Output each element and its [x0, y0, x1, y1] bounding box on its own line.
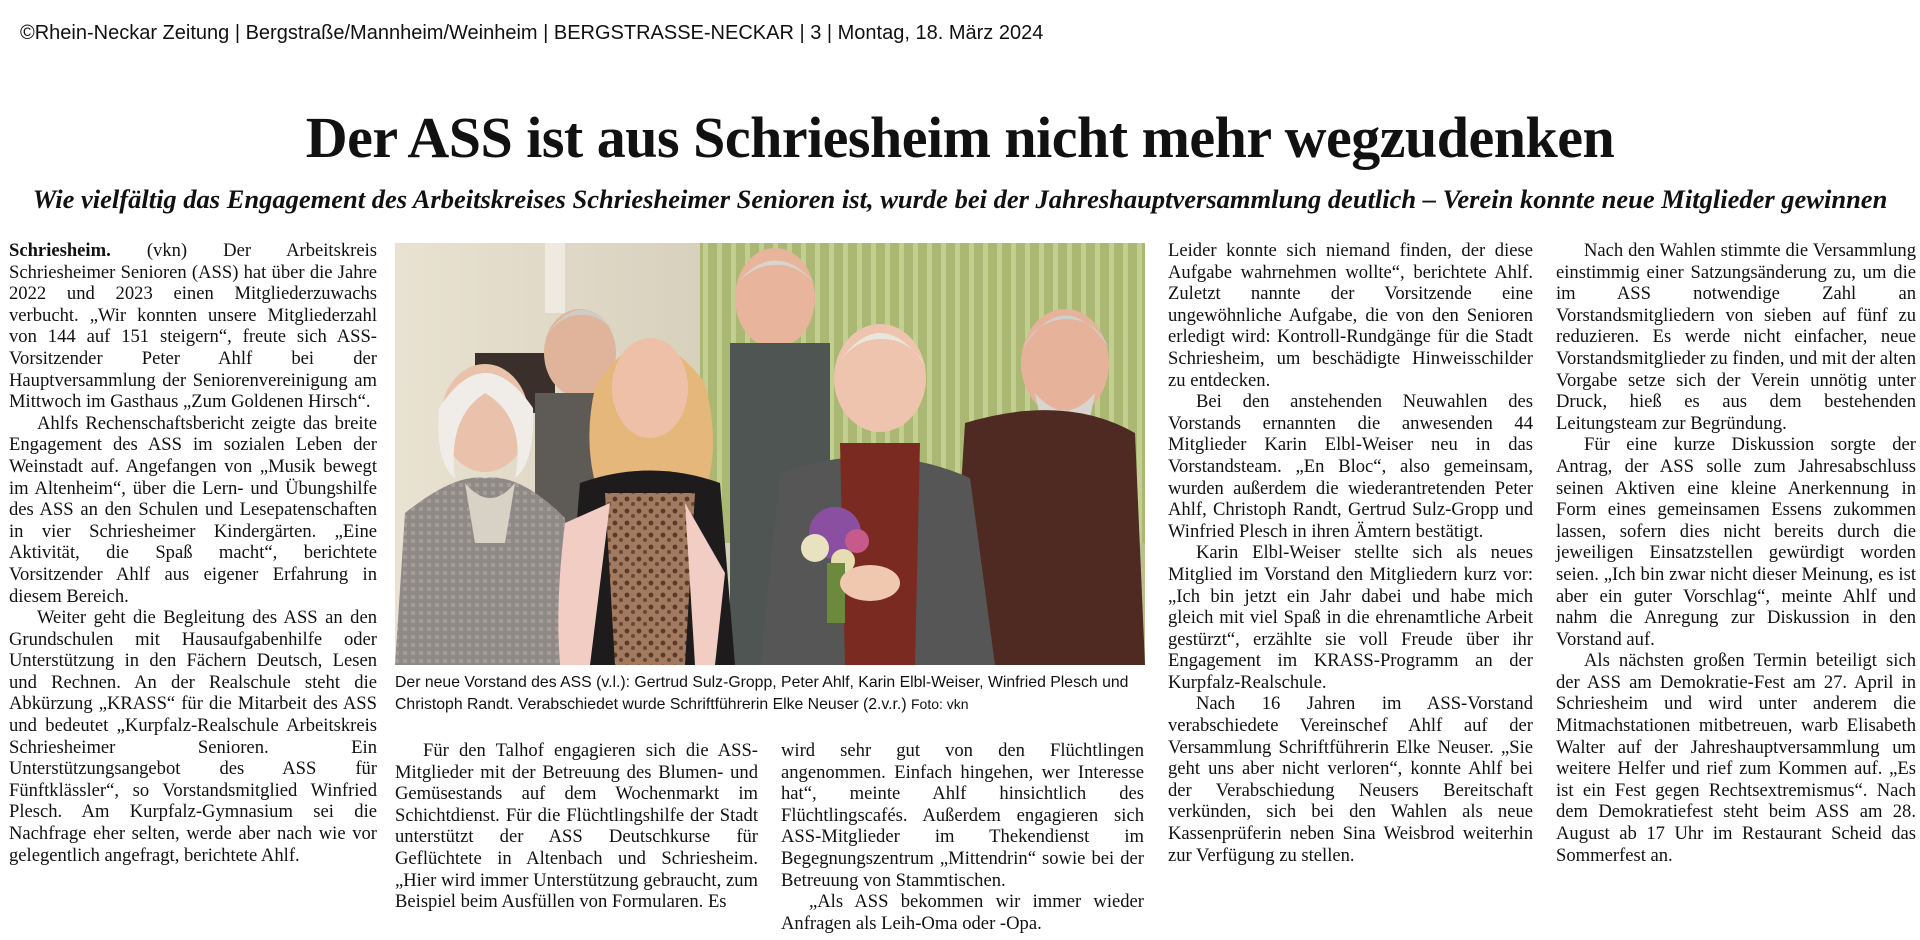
group-photo	[395, 243, 1145, 665]
subheadline: Wie vielfältig das Engagement des Arbeitskreises Schriesheimer Senioren ist, wurde bei der Jahreshauptversammlung deutlich – Verein konnte neue Mitglieder gewinnen	[32, 184, 1888, 214]
paragraph: Nach 16 Jahren im ASS-Vorstand verabschiedete Vereinschef Ahlf auf der Versammlung Schriftführerin Elke Neuser. „Sie geht uns aber nicht verloren“, konnte Ahlf bei der Verabschiedung Neusers Bereitschaft verkünden, sich bei den Wahlen als neue Kassenprüferin neben Sina Weisbrod weiterhin zur Verfügung zu stellen.	[1168, 693, 1533, 866]
paragraph: „Als ASS bekommen wir immer wieder Anfragen als Leih-Oma oder -Opa.	[781, 891, 1144, 934]
photo-caption	[395, 672, 1145, 715]
paragraph: Für eine kurze Diskussion sorgte der Antrag, der ASS solle zum Jahresabschluss seinen Aktiven eine kleine Anerkennung in Form eines gemeinsamen Essens zukommen lassen, sofern dies nicht bereits durch die jeweiligen Einsatzstellen gewürdigt worden seien. „Ich bin zwar nicht dieser Meinung, es ist aber ein guter Vorschlag“, meinte Ahlf und nahm die Anregung zur Diskussion in den Vorstand auf.	[1556, 434, 1916, 650]
article-column-2	[395, 740, 758, 913]
paragraph: wird sehr gut von den Flüchtlingen angenommen. Einfach hingehen, wer Interesse hat“, meinte Ahlf hinsichtlich des Flüchtlingscafés. Außerdem engagieren sich ASS-Mitglieder im Thekendienst im Begegnungszentrum „Mittendrin“ sowie bei der Betreuung von Stammtischen.	[781, 740, 1144, 891]
paragraph-text: (vkn) Der Arbeitskreis Schriesheimer Senioren (ASS) hat über die Jahre 2022 und 2023 einen Mitgliederzuwachs verbucht. „Wir konnten unsere Mitgliederzahl von 144 auf 151 steigern“, freute sich ASS-Vorsitzender Peter Ahlf bei der Hauptversammlung der Seniorenvereinigung am Mittwoch im Gasthaus „Zum Goldenen Hirsch“.	[9, 240, 377, 413]
paragraph: Nach den Wahlen stimmte die Versammlung einstimmig einer Satzungsänderung zu, um die im ASS notwendige Zahl an Vorstandsmitgliedern von sieben auf fünf zu reduzieren. Es werde nicht einfacher, neue Vorstandsmitglieder zu finden, und mit der alten Vorgabe setze sich der Verein unnötig unter Druck, hieß es aus dem bestehenden Leitungsteam zur Begründung.	[1556, 240, 1916, 434]
paragraph: Bei den anstehenden Neuwahlen des Vorstands ernannten die anwesenden 44 Mitglieder Karin Elbl-Weiser neu in das Vorstandsteam. „En Bloc“, also gemeinsam, wurden außerdem die wiederantretenden Peter Ahlf, Christoph Randt, Gertrud Sulz-Gropp und Winfried Plesch in ihren Ämtern bestätigt.	[1168, 391, 1533, 542]
article-column-5	[1556, 240, 1916, 866]
paragraph: Leider konnte sich niemand finden, der diese Aufgabe wahrnehmen wollte“, berichtete Ahlf. Zuletzt nannte der Vorsitzende eine ungewöhnliche Aufgabe, die von den Senioren erledigt wird: Kontroll-Rundgänge für die Stadt Schriesheim, um beschädigte Hinweisschilder zu entdecken.	[1168, 240, 1533, 391]
photo-credit: Foto: vkn	[910, 695, 969, 712]
paragraph	[9, 240, 377, 413]
paragraph: Weiter geht die Begleitung des ASS an den Grundschulen mit Hausaufgabenhilfe oder Unterstützung in den Fächern Deutsch, Lesen und Rechnen. An der Realschule steht die Abkürzung „KRASS“ für die Mitarbeit des ASS und bedeutet „Kurpfalz-Realschule Arbeitskreis Schriesheimer Senioren. Ein Unterstützungsangebot des ASS für Fünftklässler“, so Vorstandsmitglied Winfried Plesch. Am Kurpfalz-Gymnasium sei die Nachfrage eher selten, werde aber nach wie vor gelegentlich angefragt, berichtete Ahlf.	[9, 607, 377, 866]
paragraph: Ahlfs Rechenschaftsbericht zeigte das breite Engagement des ASS im sozialen Leben der Weinstadt auf. Angefangen von „Musik bewegt im Altenheim“, über die Lern- und Übungshilfe des ASS an den Schulen und Lesepatenschaften in vier Schriesheimer Kindergärten. „Eine Aktivität, die Spaß macht“, berichtete Vorsitzender Ahlf aus eigener Erfahrung in diesem Bereich.	[9, 412, 377, 607]
caption-text: Der neue Vorstand des ASS (v.l.): Gertrud Sulz-Gropp, Peter Ahlf, Karin Elbl-Weiser, Winfried Plesch und Christoph Randt. Verabschiedet wurde Schriftführerin Elke Neuser (2.v.r.)	[395, 674, 1129, 713]
source-line: ©Rhein-Neckar Zeitung | Bergstraße/Mannheim/Weinheim | BERGSTRASSE-NECKAR | 3 | Montag, 18. März 2024	[20, 22, 1044, 44]
paragraph: Für den Talhof engagieren sich die ASS-Mitglieder mit der Betreuung des Blumen- und Gemüsestands auf dem Wochenmarkt im Schichtdienst. Für die Flüchtlingshilfe der Stadt unterstützt der ASS Deutschkurse für Geflüchtete in Altenbach und Schriesheim. „Hier wird immer Unterstützung gebraucht, zum Beispiel beim Ausfüllen von Formularen. Es	[395, 740, 758, 913]
article-column-1	[9, 240, 377, 866]
article-column-3	[781, 740, 1144, 934]
paragraph: Als nächsten großen Termin beteiligt sich der ASS am Demokratie-Fest am 27. April in Schriesheim und wird unter anderem die Mitmachstationen mitbetreuen, warb Elisabeth Walter auf der Jahreshauptversammlung um weitere Helfer und rief zum Kommen auf. „Es ist ein Fest gegen Rechtsextremismus“. Nach dem Demokratiefest steht beim ASS am 28. August ab 17 Uhr im Restaurant Scheid das Sommerfest an.	[1556, 650, 1916, 866]
paragraph: Karin Elbl-Weiser stellte sich als neues Mitglied im Vorstand den Mitgliedern kurz vor: „Ich bin jetzt ein Jahr dabei und habe mich gleich mit viel Spaß in die ehrenamtliche Arbeit gestürzt“, erzählte sie voll Freude über ihr Engagement im KRASS-Programm an der Kurpfalz-Realschule.	[1168, 542, 1533, 693]
article-column-4	[1168, 240, 1533, 866]
dateline: Schriesheim.	[9, 240, 111, 261]
headline: Der ASS ist aus Schriesheim nicht mehr wegzudenken	[305, 105, 1615, 170]
